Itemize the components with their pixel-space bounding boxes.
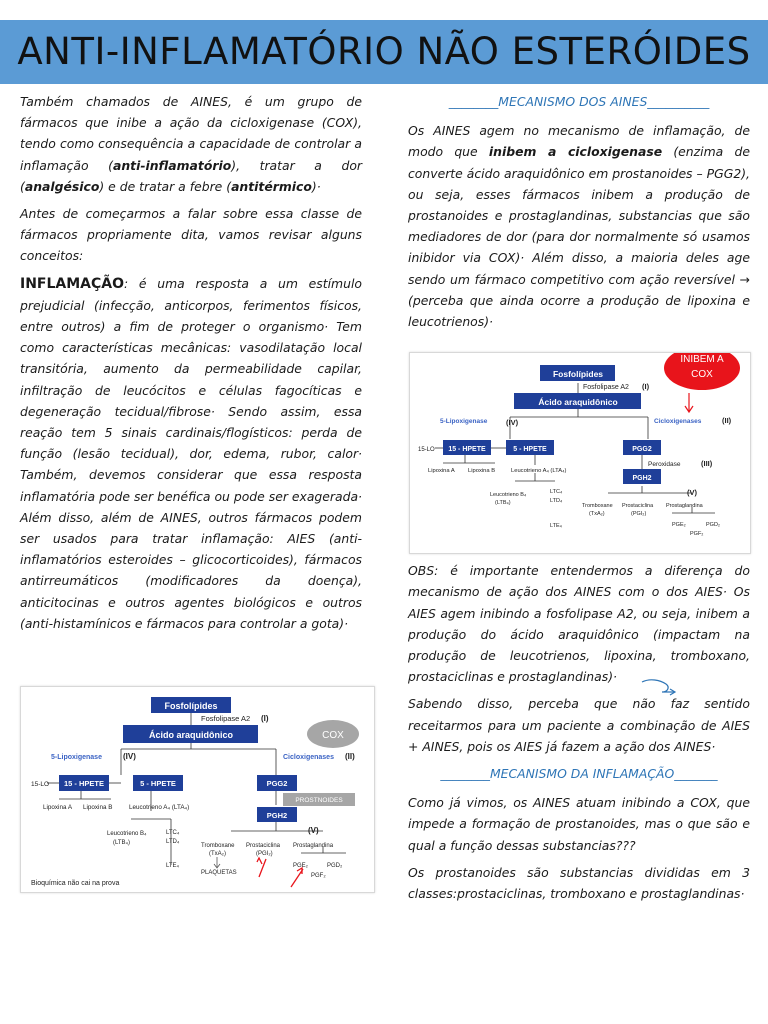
title-banner — [0, 20, 768, 84]
label-txa2: (TxA₂) — [589, 511, 605, 517]
label-ltb4-abbr: (LTB₄) — [113, 840, 131, 846]
label-step-5: (V) — [308, 826, 319, 835]
text: Os AINES agem no mecanismo de inflamação, de modo que — [408, 123, 750, 160]
badge-line-2: COX — [691, 369, 713, 380]
intro-paragraph — [20, 91, 362, 197]
label-pgi2: (PGI₂) — [256, 851, 273, 857]
label-lipoxina-b: Lipoxina B — [468, 468, 496, 474]
label-ltc4: LTC₄ — [166, 830, 180, 836]
label-lipoxigenase: 5-Lipoxigenase — [51, 754, 102, 761]
text: )· — [311, 178, 321, 194]
obs-paragraph: OBS: é importante entendermos a diferença do mecanismo de ação dos AINES com o dos AIES· Os AIES agem inibindo a fosfolipase A2, ou seja, inibem a produção do ácido araquidônico (impactam na produção de leucotrienos, lipoxina, tromboxano, prostaciclinas e prostaglandinas)· — [408, 563, 750, 685]
pathway-figure-left — [20, 686, 375, 893]
box-pgg2: PGG2 — [266, 779, 288, 788]
text: (enzima de converte ácido araquidônico em prostanoides – PGG2), ou seja, esses fármacos inibem a produção de prostanoides e prostaglandinas, substancias que são mediadores de dor (para dor normalmente só usamos inibidor via COX)· Além disso, a maioria deles age sendo um fármaco competitivo com ação reversível → (perceba que ainda ocorre a produção de lipoxina e leucotrienos)· — [408, 144, 750, 330]
label-lipoxina-b: Lipoxina B — [83, 804, 113, 811]
bold-term: inibem a cicloxigenase — [488, 144, 663, 160]
box-15-hpete: 15 - HPETE — [63, 779, 105, 788]
section-heading-inflammation: ________MECANISMO DA INFLAMAÇÃO_______ — [440, 766, 718, 782]
label-lte4: LTE₄ — [550, 523, 562, 529]
text: : é uma resposta a um estímulo prejudicial (infecção, anticorpos, ferimentos físicos, entre outros) a fim de proteger o organismo· Tem como características mecânicas: vasodilatação local transitória, aumento da permeabilidade capilar, infiltração de leucócitos e células fagocíticas e degeneração tecidual/fibrose· Sendo assim, essa reação tem 5 sinais cardinais/flogísticos: perda de função (lesão tecidual), dor, edema, rubor, calor· Também, devemos considerar que essa resposta inflamatória pode ser benéfica ou pode ser exagerada· Além disso, além de AINES, outros fármacos podem ser usados para tratar inflamação: AIES (anti-inflamatórios esteroides – glicocorticoides), fármacos antirreumáticos (modificadores da doença), anticitocinas e outros agentes biológicos e outros (anti-histamínicos e fármacos para controlar a gota)· — [20, 275, 362, 631]
label-pgf2: PGF₂ — [311, 873, 326, 879]
label-step-1: (I) — [261, 714, 269, 723]
box-fosfolipides: Fosfolípides — [552, 369, 604, 379]
label-cicloxigenases: Cicloxigenases — [654, 418, 702, 425]
label-plaquetas: PLAQUETAS — [201, 870, 237, 876]
label-lte4: LTE₄ — [166, 863, 180, 869]
label-pgf2: PGF₂ — [690, 531, 704, 537]
label-ltb4: Leucotrieno B₄ — [107, 831, 147, 837]
label-step-5: (V) — [687, 488, 697, 497]
label-lipoxigenase: 5-Lipoxigenase — [440, 418, 488, 425]
label-15lo: 15-LO — [418, 447, 435, 453]
pathway-diagram-annotated — [21, 687, 374, 892]
prostanoid-question-paragraph: Como já vimos, os AINES atuam inibindo a COX, que impede a formação de prostanoides, mas o que são e qual a função dessas substancias??? — [408, 795, 750, 853]
label-step-4: (IV) — [506, 418, 519, 427]
label-pge2: PGE₂ — [293, 863, 308, 869]
label-ltd4: LTD₄ — [166, 839, 180, 845]
badge-line-1: INIBEM A — [680, 354, 724, 365]
text: ) e de tratar a febre ( — [99, 178, 232, 194]
label-tromboxane: Tromboxane — [582, 503, 613, 509]
label-peroxidase: Peroxidase — [648, 461, 681, 468]
cox-badge-label: COX — [322, 730, 344, 741]
box-15-hpete: 15 - HPETE — [448, 446, 486, 453]
box-5-hpete: 5 - HPETE — [140, 779, 176, 788]
label-ltd4: LTD₄ — [550, 498, 563, 504]
bold-term: analgésico — [24, 178, 100, 194]
prostanoid-classes-paragraph: Os prostanoides são substancias divididas em 3 classes:prostaciclinas, tromboxano e prostaglandinas· — [408, 864, 750, 902]
left-column — [20, 91, 362, 640]
label-lipoxina-a: Lipoxina A — [428, 468, 455, 474]
label-prostaglandina: Prostaglandina — [666, 503, 703, 509]
label-fosfolipase: Fosfolipase A2 — [583, 384, 629, 391]
pathway-figure-right — [409, 352, 751, 554]
concepts-paragraph: Antes de começarmos a falar sobre essa classe de fármacos propriamente dita, vamos revisar alguns conceitos: — [20, 206, 362, 264]
pathway-diagram — [410, 353, 750, 553]
label-pgd2: PGD₂ — [706, 522, 721, 528]
label-lta4: Leucotrieno A₄ (LTA₄) — [129, 804, 190, 811]
label-15lo: 15-LO — [31, 781, 50, 788]
label-fosfolipase: Fosfolipase A2 — [201, 714, 251, 723]
inflammation-paragraph — [20, 273, 362, 634]
squiggle-arrow-icon — [640, 676, 680, 698]
label-pgd2: PGD₂ — [327, 863, 343, 869]
box-acido-araquidonico: Ácido araquidônico — [538, 397, 618, 407]
label-ltb4: Leucotrieno B₄ — [490, 492, 527, 498]
label-step-4: (IV) — [123, 752, 136, 761]
red-arrow — [685, 393, 693, 412]
label-prostaglandina: Prostaglandina — [293, 843, 334, 849]
label-ltc4: LTC₄ — [550, 489, 563, 495]
box-acido-araquidonico: Ácido araquidônico — [148, 730, 234, 740]
label-step-3: (III) — [701, 459, 713, 468]
label-txa2: (TxA₂) — [209, 851, 226, 857]
page-title: ANTI-INFLAMATÓRIO NÃO ESTERÓIDES — [17, 30, 751, 73]
label-ltb4-abbr: (LTB₄) — [495, 500, 511, 506]
label-prostaciclina: Prostaciclina — [246, 843, 281, 849]
box-fosfolipides: Fosfolípides — [164, 701, 218, 711]
box-pgh2: PGH2 — [632, 475, 652, 482]
inflammation-term: INFLAMAÇÃO — [20, 275, 125, 292]
label-cicloxigenases: Cicloxigenases — [283, 754, 334, 761]
bold-term: anti-inflamatório — [112, 157, 232, 173]
label-pge2: PGE₂ — [672, 522, 686, 528]
combination-paragraph: Sabendo disso, perceba que não faz sentido receitarmos para um paciente a combinação de AIES + AINES, pois os AIES já fazem a ação dos AINES· — [408, 696, 750, 754]
text: Também chamados de AINES, é um grupo de fármacos que inibe a ação da cicloxigenase (COX), tendo como consequência a capacidade de controlar a inflamação ( — [20, 94, 362, 173]
label-step-2: (II) — [722, 416, 732, 425]
figure-caption: Bioquímica não cai na prova — [31, 880, 120, 887]
box-pgh2: PGH2 — [266, 811, 288, 820]
label-tromboxane: Tromboxane — [201, 843, 235, 849]
bold-term: antitérmico — [231, 178, 312, 194]
aines-mechanism-paragraph — [408, 120, 750, 332]
box-pgg2: PGG2 — [632, 446, 652, 453]
text: ), tratar a dor ( — [20, 157, 362, 194]
label-lta4: Leucotrieno A₄ (LTA₄) — [511, 468, 567, 474]
label-lipoxina-a: Lipoxina A — [43, 804, 73, 811]
plaquetas-arrow — [214, 857, 220, 868]
label-prostaciclina: Prostaciclina — [622, 503, 654, 509]
label-step-2: (II) — [345, 752, 355, 761]
label-pgi2: (PGI₂) — [631, 511, 647, 517]
label-step-1: (I) — [642, 382, 650, 391]
section-heading-aines: ________MECANISMO DOS AINES__________ — [448, 94, 710, 109]
box-5-hpete: 5 - HPETE — [513, 446, 547, 453]
prostnoides-label: PROSTNOIDES — [295, 797, 343, 804]
